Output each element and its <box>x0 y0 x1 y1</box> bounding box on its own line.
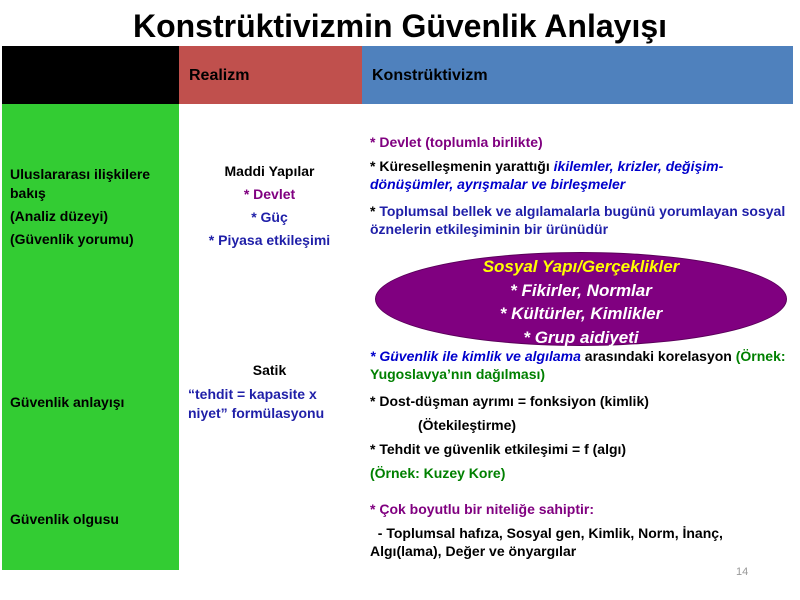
realism-material-structures: Maddi Yapılar <box>224 163 315 179</box>
row2-realism-formula: “tehdit = kapasite x niyet” formülasyonu <box>188 386 325 421</box>
row2-k-identity-a: * Güvenlik ile kimlik ve algılama <box>370 348 581 364</box>
page-number: 14 <box>736 566 749 578</box>
header-realism: Realizm <box>179 46 362 104</box>
header-constructivism: Konstrüktivizm <box>362 46 793 104</box>
ellipse-line-3: * Kültürler, Kimlikler <box>499 304 663 323</box>
header-corner-cell <box>2 46 179 104</box>
row1-k-state: * Devlet (toplumla birlikte) <box>370 134 543 150</box>
row3-k-multidimensional: * Çok boyutlu bir niteliğe sahiptir: <box>370 501 595 517</box>
row2-k-threat: * Tehdit ve güvenlik etkileşimi = f (algı) <box>370 441 627 457</box>
row2-realism-title: Satik <box>252 362 287 378</box>
realism-power: * Güç <box>251 209 288 225</box>
row3-label: Güvenlik olgusu <box>10 511 119 527</box>
row1-label-view: Uluslararası ilişkilere bakış <box>10 166 151 201</box>
realism-state: * Devlet <box>243 186 296 202</box>
row1-k-social-memory-text: Toplumsal bellek ve algılamalarla bugünü yorumlayan sosyal öznelerin etkileşiminin bir ürünüdür <box>370 203 786 237</box>
page-title: Konstrüktivizmin Güvenlik Anlayışı <box>132 8 668 44</box>
row2-k-identity-example: (Örnek: Yugoslavya’nın dağılması) <box>370 348 786 382</box>
row1-label-interpretation: (Güvenlik yorumu) <box>10 231 134 247</box>
row1-k-globalization <box>370 157 790 193</box>
row1-k-social-memory-prefix: * <box>370 203 380 219</box>
ellipse-line-1: Sosyal Yapı/Gerçeklikler <box>482 257 680 276</box>
row2-k-friend-enemy: * Dost-düşman ayrımı = fonksiyon (kimlik) <box>370 393 649 409</box>
row2-k-example-korea: (Örnek: Kuzey Kore) <box>370 465 506 481</box>
row1-realism <box>182 160 357 252</box>
ellipse-line-2: * Fikirler, Normlar <box>510 280 652 300</box>
row2-k-identity-b: arasındaki korelasyon <box>580 348 736 364</box>
row2-label: Güvenlik anlayışı <box>10 394 125 410</box>
ellipse-line-4: * Grup aidiyeti <box>523 327 639 347</box>
row2-k-identity <box>370 347 790 383</box>
row1-label-level: (Analiz düzeyi) <box>10 208 109 224</box>
row1-k-social-memory <box>370 202 790 238</box>
row1-labels <box>10 165 175 253</box>
social-structures-text <box>375 255 787 349</box>
row1-k-globalization-prefix: * Küreselleşmenin yarattığı <box>370 158 554 174</box>
row2-k-othering: (Ötekileştirme) <box>418 417 517 433</box>
row1-k-globalization-terms: ikilemler, krizler, değişim-dönüşümler, ayrışmalar ve birleşmeler <box>370 158 724 192</box>
row3-k-social-memory-list: - Toplumsal hafıza, Sosyal gen, Kimlik, Norm, İnanç, Algı(lama), Değer ve önyargılar <box>370 525 727 559</box>
realism-market: * Piyasa etkileşimi <box>208 232 331 248</box>
